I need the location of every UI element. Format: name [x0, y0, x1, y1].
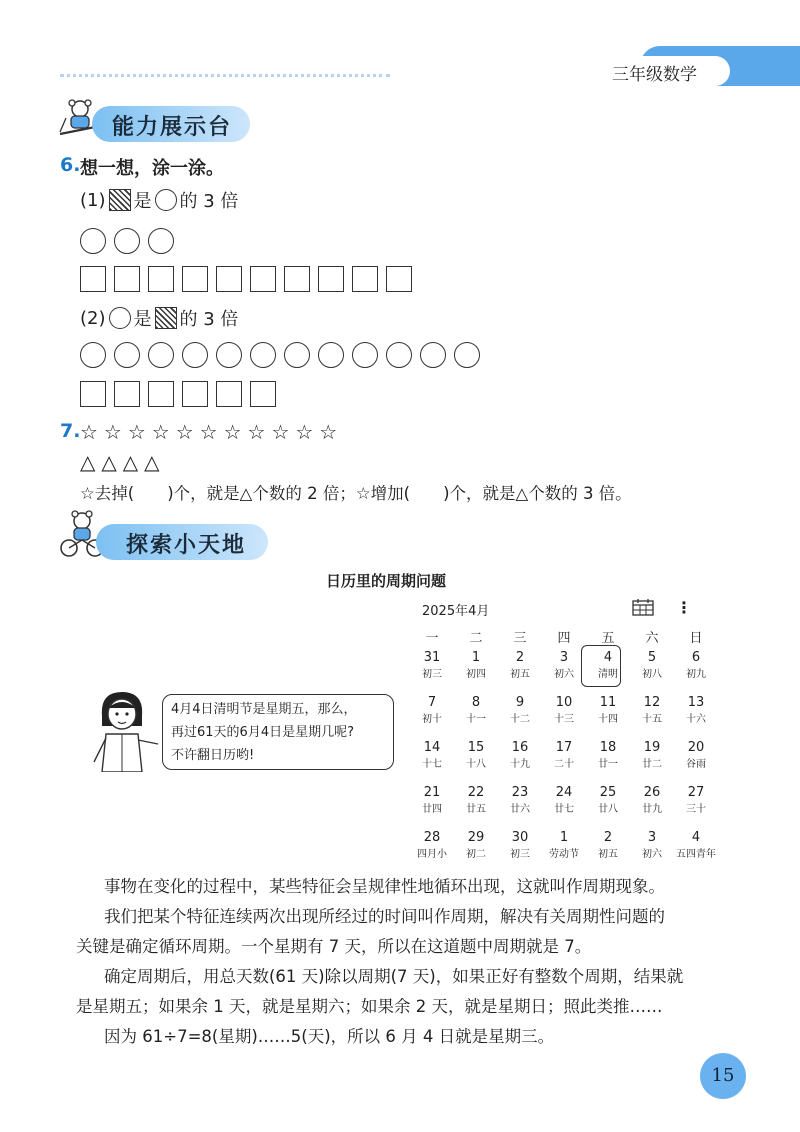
more-options-icon[interactable]: ⋮ [676, 598, 692, 617]
hatched-square-icon [155, 307, 177, 329]
calendar-day-number: 18 [599, 740, 617, 755]
calendar-day-lunar: 十五 [642, 714, 662, 725]
page-number: 15 [700, 1053, 746, 1099]
calendar-day-number: 16 [511, 740, 529, 755]
calendar-day[interactable] [586, 650, 630, 680]
calendar-day[interactable] [542, 785, 586, 815]
calendar-day-number: 8 [471, 695, 481, 710]
square-shape[interactable] [182, 381, 208, 407]
calendar-day-lunar: 谷雨 [686, 759, 706, 770]
q7-sentence: ☆去掉( )个，就是△个数的 2 倍；☆增加( )个，就是△个数的 3 倍。 [80, 484, 632, 503]
calendar-month: 2025年4月 [422, 604, 490, 619]
calendar-day[interactable] [454, 650, 498, 680]
calendar-day-lunar: 十四 [598, 714, 618, 725]
paragraph-3a: 确定周期后，用总天数(61 天)除以周期(7 天)，如果正好有整数个周期，结果就 [104, 967, 684, 986]
calendar-day-lunar: 初九 [686, 669, 706, 680]
calendar-day-number: 5 [647, 650, 657, 665]
square-shape[interactable] [318, 266, 344, 292]
grade-label: 三年级数学 [612, 65, 697, 85]
calendar-day[interactable] [410, 830, 454, 860]
calendar-day-lunar: 初二 [466, 849, 486, 860]
calendar-day-lunar: 廿一 [598, 759, 618, 770]
weekday-label: 五 [601, 631, 615, 646]
section-title-explore: 探索小天地 [126, 533, 247, 558]
calendar-day-lunar: 十三 [554, 714, 574, 725]
calendar-day-lunar: 廿八 [598, 804, 618, 815]
weekday-label: 四 [557, 631, 571, 646]
calendar-day-lunar: 廿四 [422, 804, 442, 815]
calendar-day-number: 6 [691, 650, 701, 665]
calendar-day[interactable] [586, 785, 630, 815]
calendar-day-number: 12 [643, 695, 661, 710]
calendar-day[interactable] [674, 830, 718, 860]
section-title-ability: 能力展示台 [112, 115, 233, 140]
girl-illustration [88, 686, 162, 772]
calendar-day[interactable] [630, 785, 674, 815]
calendar-day[interactable] [454, 695, 498, 725]
circle-shape[interactable] [114, 228, 140, 254]
calendar-day-number: 3 [559, 650, 569, 665]
calendar-day-lunar: 十八 [466, 759, 486, 770]
calendar-day[interactable] [542, 740, 586, 770]
calendar-day[interactable] [542, 830, 586, 860]
calendar-day[interactable] [542, 695, 586, 725]
calendar-day[interactable] [586, 830, 630, 860]
circle-shape[interactable] [284, 342, 310, 368]
circle-shape[interactable] [80, 228, 106, 254]
q6-part2-times: 的 3 倍 [179, 309, 239, 330]
speech-bubble [162, 694, 394, 770]
calendar-day-number: 20 [687, 740, 705, 755]
calendar-day-number: 2 [603, 830, 613, 845]
calendar-day[interactable] [630, 740, 674, 770]
bubble-line-3: 不许翻日历哟! [171, 748, 255, 763]
square-shape[interactable] [80, 266, 106, 292]
bubble-line-1: 4月4日清明节是星期五，那么， [171, 702, 357, 717]
calendar-day-lunar: 初八 [642, 669, 662, 680]
calendar-day-number: 11 [599, 695, 617, 710]
calendar-day[interactable] [454, 830, 498, 860]
square-shape[interactable] [216, 381, 242, 407]
calendar-day-number: 9 [515, 695, 525, 710]
square-shape[interactable] [386, 266, 412, 292]
calendar-day-number: 23 [511, 785, 529, 800]
calendar-day-number: 7 [427, 695, 437, 710]
calendar-day-number: 14 [423, 740, 441, 755]
calendar-day[interactable] [410, 695, 454, 725]
calendar-day[interactable] [498, 695, 542, 725]
calendar-day-number: 25 [599, 785, 617, 800]
calendar-day[interactable] [630, 650, 674, 680]
circle-shape[interactable] [420, 342, 446, 368]
calendar-day-lunar: 廿五 [466, 804, 486, 815]
calendar-day-number: 10 [555, 695, 573, 710]
q7-stars: ☆☆☆☆☆☆☆☆☆☆☆ [80, 420, 344, 444]
calendar-day-number: 1 [471, 650, 481, 665]
paragraph-3b: 是星期五；如果余 1 天，就是星期六；如果余 2 天，就是星期日；照此类推…… [76, 997, 663, 1016]
calendar-day-lunar: 清明 [598, 669, 618, 680]
calendar-day-lunar: 廿二 [642, 759, 662, 770]
calendar-day[interactable] [410, 650, 454, 680]
calendar-day-number: 2 [515, 650, 525, 665]
square-shape[interactable] [182, 266, 208, 292]
calendar-day-lunar: 三十 [686, 804, 706, 815]
header-dotted-line [60, 74, 390, 77]
calendar-day-number: 19 [643, 740, 661, 755]
calendar-day[interactable] [410, 740, 454, 770]
calendar-day-number: 13 [687, 695, 705, 710]
circle-shape[interactable] [148, 228, 174, 254]
paragraph-2b: 关键是确定循环周期。一个星期有 7 天，所以在这道题中周期就是 7。 [76, 937, 592, 956]
calendar-day[interactable] [454, 740, 498, 770]
calendar-day[interactable] [586, 740, 630, 770]
calendar-day-number: 21 [423, 785, 441, 800]
q6-part2-is: 是 [133, 309, 152, 330]
circle-shape[interactable] [148, 342, 174, 368]
calendar-day-number: 30 [511, 830, 529, 845]
square-shape[interactable] [114, 266, 140, 292]
calendar-day-lunar: 四月小 [417, 849, 447, 860]
q6-part1-is: 是 [133, 191, 152, 212]
q6-part1-prompt [80, 187, 238, 213]
square-shape[interactable] [114, 381, 140, 407]
bubble-line-2: 再过61天的6月4日是星期几呢? [171, 725, 354, 740]
calendar-day[interactable] [454, 785, 498, 815]
q6-part1-number: (1) [80, 189, 106, 211]
circle-shape[interactable] [454, 342, 480, 368]
calendar-day-number: 28 [423, 830, 441, 845]
calendar-day[interactable] [498, 650, 542, 680]
calendar-day-lunar: 初五 [598, 849, 618, 860]
square-shape[interactable] [216, 266, 242, 292]
calendar-day-lunar: 初六 [554, 669, 574, 680]
calendar-day[interactable] [674, 650, 718, 680]
question-7-number: 7. [60, 420, 81, 442]
q6-part1-squares [80, 266, 412, 292]
calendar-day-lunar: 二十 [554, 759, 574, 770]
paragraph-4: 因为 61÷7=8(星期)……5(天)，所以 6 月 4 日就是星期三。 [104, 1027, 555, 1046]
calendar-day-number: 24 [555, 785, 573, 800]
circle-shape[interactable] [114, 342, 140, 368]
circle-icon [109, 307, 131, 329]
calendar-day-lunar: 初四 [466, 669, 486, 680]
weekday-label: 六 [645, 631, 659, 646]
calendar-grid-icon[interactable] [632, 598, 654, 616]
calendar-day-number: 26 [643, 785, 661, 800]
square-shape[interactable] [148, 266, 174, 292]
calendar-day[interactable] [674, 785, 718, 815]
calendar-day[interactable] [542, 650, 586, 680]
hatched-square-icon [109, 189, 131, 211]
paragraph-2a: 我们把某个特征连续两次出现所经过的时间叫作周期，解决有关周期性问题的 [104, 907, 665, 926]
calendar-day[interactable] [630, 830, 674, 860]
calendar-day-lunar: 初三 [422, 669, 442, 680]
calendar-day-number: 4 [603, 650, 613, 665]
calendar-day[interactable] [674, 695, 718, 725]
calendar-day-lunar: 五四青年 [676, 849, 716, 860]
calendar-day[interactable] [410, 785, 454, 815]
q6-part2-circles [80, 342, 480, 368]
circle-shape[interactable] [318, 342, 344, 368]
calendar-weekday-row [410, 627, 718, 646]
calendar-day-lunar: 初六 [642, 849, 662, 860]
calendar-day-lunar: 十七 [422, 759, 442, 770]
calendar-day-number: 29 [467, 830, 485, 845]
calendar-day-number: 3 [647, 830, 657, 845]
circle-shape[interactable] [80, 342, 106, 368]
calendar-day[interactable] [498, 785, 542, 815]
circle-shape[interactable] [352, 342, 378, 368]
paragraph-1: 事物在变化的过程中，某些特征会呈规律性地循环出现，这就叫作周期现象。 [104, 877, 665, 896]
calendar-day[interactable] [674, 740, 718, 770]
q6-part2-number: (2) [80, 307, 106, 329]
weekday-label: 一 [425, 631, 439, 646]
calendar-topic: 日历里的周期问题 [326, 572, 447, 590]
calendar-day-lunar: 初五 [510, 669, 530, 680]
calendar-day-lunar: 十二 [510, 714, 530, 725]
question-6-number: 6. [60, 154, 81, 176]
calendar-day-number: 4 [691, 830, 701, 845]
circle-shape[interactable] [216, 342, 242, 368]
calendar-day-lunar: 十一 [466, 714, 486, 725]
q6-part2-prompt [80, 305, 238, 331]
calendar-day-lunar: 廿九 [642, 804, 662, 815]
circle-shape[interactable] [250, 342, 276, 368]
calendar-day-number: 31 [423, 650, 441, 665]
calendar-day-number: 17 [555, 740, 573, 755]
calendar-day-number: 15 [467, 740, 485, 755]
weekday-label: 二 [469, 631, 483, 646]
circle-shape[interactable] [182, 342, 208, 368]
q7-triangles: △△△△ [80, 450, 166, 474]
calendar-day-number: 22 [467, 785, 485, 800]
calendar-day[interactable] [498, 830, 542, 860]
weekday-label: 三 [513, 631, 527, 646]
circle-shape[interactable] [386, 342, 412, 368]
square-shape[interactable] [80, 381, 106, 407]
question-6-title: 想一想，涂一涂。 [80, 158, 224, 179]
calendar-day[interactable] [586, 695, 630, 725]
circle-icon [155, 189, 177, 211]
calendar-day-number: 1 [559, 830, 569, 845]
q6-part1-times: 的 3 倍 [179, 191, 239, 212]
calendar-day-lunar: 十九 [510, 759, 530, 770]
square-shape[interactable] [284, 266, 310, 292]
calendar-day[interactable] [630, 695, 674, 725]
calendar-day-number: 27 [687, 785, 705, 800]
weekday-label: 日 [689, 631, 703, 646]
square-shape[interactable] [250, 266, 276, 292]
calendar-day-lunar: 初十 [422, 714, 442, 725]
calendar-day[interactable] [498, 740, 542, 770]
calendar-day-lunar: 廿六 [510, 804, 530, 815]
calendar-day-lunar: 初三 [510, 849, 530, 860]
square-shape[interactable] [250, 381, 276, 407]
square-shape[interactable] [352, 266, 378, 292]
calendar-day-lunar: 劳动节 [549, 849, 579, 860]
calendar-day-lunar: 十六 [686, 714, 706, 725]
square-shape[interactable] [148, 381, 174, 407]
q6-part1-circles [80, 228, 174, 254]
calendar-day-lunar: 廿七 [554, 804, 574, 815]
q6-part2-squares [80, 381, 276, 407]
